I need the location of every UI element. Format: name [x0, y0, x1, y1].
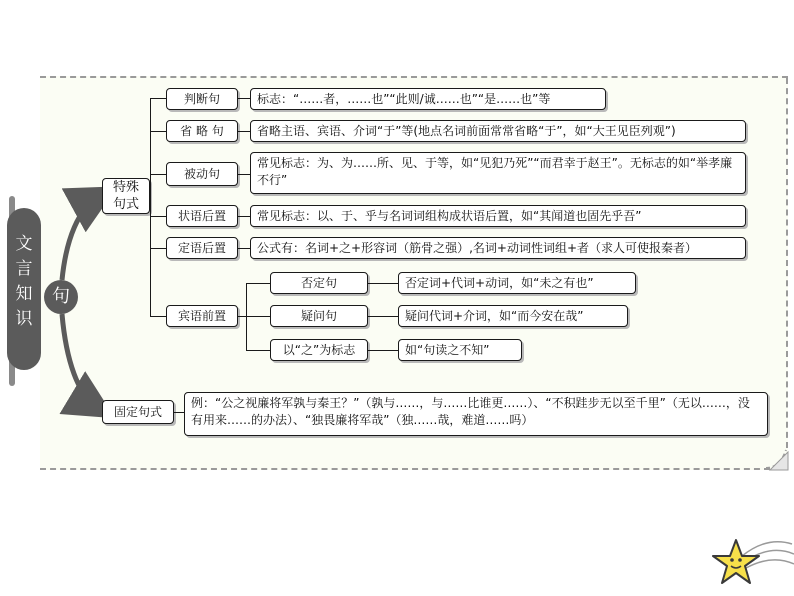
smiling-star-icon [712, 526, 794, 596]
sub-label-zhi-marker: 以“之”为标志 [270, 339, 368, 361]
connector [246, 283, 270, 284]
special-sentences-node [102, 178, 150, 214]
connector [238, 248, 250, 249]
row-label-passive: 被动句 [166, 162, 238, 186]
special-line-1: 特殊 [112, 180, 139, 195]
special-line-2: 句式 [112, 197, 139, 212]
row-label-omission: 省 略 句 [166, 120, 238, 142]
connector [238, 216, 250, 217]
connector [150, 216, 166, 217]
row-desc-attributive-postposed: 公式有：名词+之+形容词（筋骨之强）,名词+动词性词组+者（求人可使报秦者） [250, 237, 746, 259]
connector [150, 98, 166, 99]
connector [368, 350, 398, 351]
connector [150, 131, 166, 132]
fixed-pattern-node: 固定句式 [102, 400, 174, 424]
connector [238, 316, 246, 317]
category-char: 言 [15, 259, 33, 279]
connector [238, 98, 250, 99]
row-label-adverbial-postposed: 状语后置 [166, 205, 238, 227]
connector [174, 412, 184, 413]
sub-desc-zhi-marker: 如“句读之不知” [398, 339, 522, 361]
sub-label-negative: 否定句 [270, 272, 368, 294]
arrow-to-special [62, 196, 100, 280]
center-node: 句 [44, 280, 78, 314]
sub-desc-interrogative: 疑问代词+介词，如“而今安在哉” [398, 305, 628, 327]
row-desc-adverbial-postposed: 常见标志：以、于、乎与名词词组构成状语后置，如“其闻道也固先乎吾” [250, 205, 746, 227]
category-char: 知 [15, 284, 33, 304]
connector [238, 174, 250, 175]
fixed-pattern-desc: 例：“公之视廉将军孰与秦王？”（孰与……，与……比谁更……）、“不积跬步无以至千里”（无以……，没有用来……的办法）、“独畏廉将军哉”（独……哉，难道……吗） [184, 392, 768, 436]
row-desc-judgment: 标志：“……者，……也”“此则/诚……也”“是……也”等 [250, 88, 606, 110]
row-label-object-preposed: 宾语前置 [166, 305, 238, 327]
arrow-to-fixed [62, 314, 98, 408]
row-desc-omission: 省略主语、宾语、介词“于”等(地点名词前面常常省略“于”，如“大王见臣列观”) [250, 120, 746, 142]
category-char: 识 [15, 309, 33, 329]
category-char: 文 [15, 234, 33, 254]
row-label-attributive-postposed: 定语后置 [166, 237, 238, 259]
connector [238, 131, 250, 132]
sub-label-interrogative: 疑问句 [270, 305, 368, 327]
connector [368, 316, 398, 317]
connector [246, 350, 270, 351]
row-label-judgment: 判断句 [166, 88, 238, 110]
connector [150, 248, 166, 249]
sub-desc-negative: 否定词+代词+动词，如“未之有也” [398, 272, 636, 294]
connector [150, 174, 166, 175]
row-desc-passive: 常见标志：为、为……所、见、于等，如“见犯乃死”“而君幸于赵王”。无标志的如“举孝廉不行” [250, 152, 746, 194]
connector [246, 316, 270, 317]
connector [150, 316, 166, 317]
connector [368, 283, 398, 284]
